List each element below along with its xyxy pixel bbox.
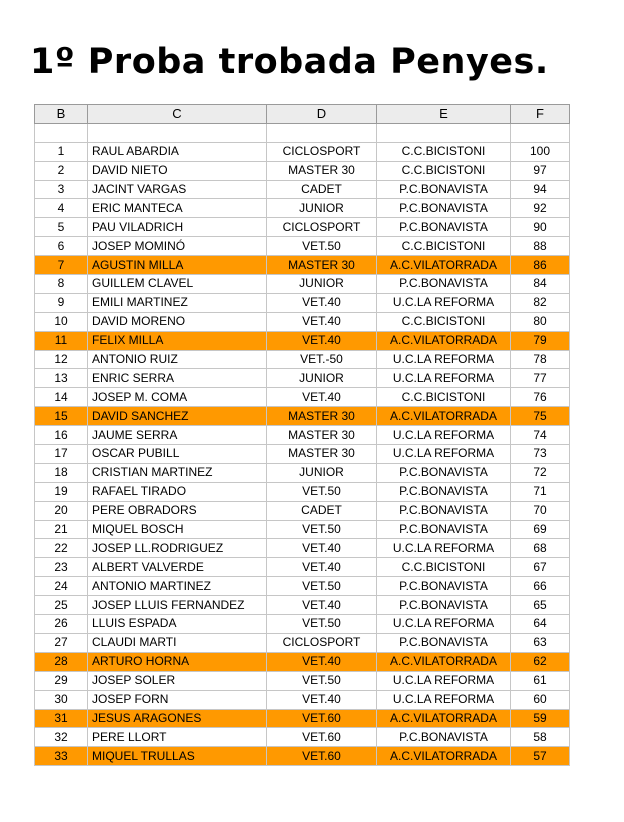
name-cell[interactable]: MIQUEL TRULLAS (88, 747, 267, 766)
cell[interactable] (88, 123, 267, 142)
points-cell[interactable]: 65 (511, 596, 570, 615)
points-cell[interactable]: 88 (511, 237, 570, 256)
table-row (35, 671, 570, 690)
club-cell[interactable]: A.C.VILATORRADA (377, 709, 511, 728)
name-cell[interactable]: JOSEP MOMINÓ (88, 237, 267, 256)
table-row (35, 369, 570, 388)
name-cell[interactable]: JESUS ARAGONES (88, 709, 267, 728)
table-row (35, 161, 570, 180)
club-cell[interactable]: P.C.BONAVISTA (377, 520, 511, 539)
points-cell[interactable]: 74 (511, 426, 570, 445)
club-cell[interactable]: P.C.BONAVISTA (377, 596, 511, 615)
table-row (35, 237, 570, 256)
table-row (35, 293, 570, 312)
category-cell[interactable]: JUNIOR (267, 199, 377, 218)
points-cell[interactable]: 92 (511, 199, 570, 218)
name-cell[interactable]: FELIX MILLA (88, 331, 267, 350)
table-row (35, 577, 570, 596)
position-cell[interactable]: 31 (35, 709, 88, 728)
position-cell[interactable]: 26 (35, 615, 88, 634)
club-cell[interactable]: P.C.BONAVISTA (377, 275, 511, 294)
position-cell[interactable]: 9 (35, 293, 88, 312)
category-cell[interactable]: VET.50 (267, 520, 377, 539)
table-row (35, 633, 570, 652)
club-cell[interactable]: C.C.BICISTONI (377, 558, 511, 577)
category-cell[interactable]: VET.50 (267, 482, 377, 501)
points-cell[interactable]: 57 (511, 747, 570, 766)
points-cell[interactable]: 66 (511, 577, 570, 596)
name-cell[interactable]: ALBERT VALVERDE (88, 558, 267, 577)
points-cell[interactable]: 68 (511, 539, 570, 558)
column-header-d[interactable]: D (267, 105, 377, 124)
category-cell[interactable]: VET.40 (267, 596, 377, 615)
table-row (35, 142, 570, 161)
empty-row (35, 123, 570, 142)
page-title: 1º Proba trobada Penyes. (30, 42, 549, 82)
table-row (35, 331, 570, 350)
table-row (35, 256, 570, 275)
name-cell[interactable]: PERE OBRADORS (88, 501, 267, 520)
club-cell[interactable]: P.C.BONAVISTA (377, 199, 511, 218)
points-cell[interactable]: 71 (511, 482, 570, 501)
name-cell[interactable]: OSCAR PUBILL (88, 445, 267, 464)
points-cell[interactable]: 60 (511, 690, 570, 709)
name-cell[interactable]: AGUSTIN MILLA (88, 256, 267, 275)
name-cell[interactable]: JOSEP LL.RODRIGUEZ (88, 539, 267, 558)
category-cell[interactable]: VET.40 (267, 690, 377, 709)
points-cell[interactable]: 77 (511, 369, 570, 388)
club-cell[interactable]: U.C.LA REFORMA (377, 426, 511, 445)
club-cell[interactable]: P.C.BONAVISTA (377, 482, 511, 501)
name-cell[interactable]: ARTURO HORNA (88, 652, 267, 671)
club-cell[interactable]: U.C.LA REFORMA (377, 350, 511, 369)
position-cell[interactable]: 17 (35, 445, 88, 464)
points-cell[interactable]: 78 (511, 350, 570, 369)
name-cell[interactable]: JOSEP M. COMA (88, 388, 267, 407)
position-cell[interactable]: 23 (35, 558, 88, 577)
points-cell[interactable]: 79 (511, 331, 570, 350)
name-cell[interactable]: ENRIC SERRA (88, 369, 267, 388)
position-cell[interactable]: 1 (35, 142, 88, 161)
category-cell[interactable]: VET.60 (267, 728, 377, 747)
category-cell[interactable]: VET.50 (267, 577, 377, 596)
category-cell[interactable]: MASTER 30 (267, 161, 377, 180)
table-row (35, 275, 570, 294)
table-row (35, 445, 570, 464)
table-row (35, 407, 570, 426)
name-cell[interactable]: CRISTIAN MARTINEZ (88, 463, 267, 482)
points-cell[interactable]: 64 (511, 615, 570, 634)
points-cell[interactable]: 69 (511, 520, 570, 539)
name-cell[interactable]: JACINT VARGAS (88, 180, 267, 199)
points-cell[interactable]: 86 (511, 256, 570, 275)
category-cell[interactable]: JUNIOR (267, 275, 377, 294)
category-cell[interactable]: MASTER 30 (267, 256, 377, 275)
club-cell[interactable]: U.C.LA REFORMA (377, 671, 511, 690)
club-cell[interactable]: A.C.VILATORRADA (377, 652, 511, 671)
club-cell[interactable]: U.C.LA REFORMA (377, 369, 511, 388)
position-cell[interactable]: 19 (35, 482, 88, 501)
category-cell[interactable]: JUNIOR (267, 463, 377, 482)
points-cell[interactable]: 67 (511, 558, 570, 577)
position-cell[interactable]: 8 (35, 275, 88, 294)
category-cell[interactable]: CADET (267, 180, 377, 199)
name-cell[interactable]: JOSEP SOLER (88, 671, 267, 690)
position-cell[interactable]: 30 (35, 690, 88, 709)
category-cell[interactable]: VET.50 (267, 615, 377, 634)
category-cell[interactable]: VET.40 (267, 312, 377, 331)
column-header-f[interactable]: F (511, 105, 570, 124)
name-cell[interactable]: JOSEP LLUIS FERNANDEZ (88, 596, 267, 615)
club-cell[interactable]: A.C.VILATORRADA (377, 747, 511, 766)
table-row (35, 747, 570, 766)
column-header-row (35, 105, 570, 124)
cell[interactable] (267, 123, 377, 142)
table-row (35, 652, 570, 671)
category-cell[interactable]: JUNIOR (267, 369, 377, 388)
name-cell[interactable]: DAVID SANCHEZ (88, 407, 267, 426)
column-header-b[interactable]: B (35, 105, 88, 124)
category-cell[interactable]: MASTER 30 (267, 407, 377, 426)
table-row (35, 199, 570, 218)
table-row (35, 520, 570, 539)
table-row (35, 463, 570, 482)
category-cell[interactable]: CADET (267, 501, 377, 520)
category-cell[interactable]: VET.40 (267, 539, 377, 558)
position-cell[interactable]: 16 (35, 426, 88, 445)
category-cell[interactable]: CICLOSPORT (267, 633, 377, 652)
category-cell[interactable]: CICLOSPORT (267, 142, 377, 161)
category-cell[interactable]: MASTER 30 (267, 426, 377, 445)
position-cell[interactable]: 6 (35, 237, 88, 256)
table-row (35, 558, 570, 577)
cell[interactable] (511, 123, 570, 142)
points-cell[interactable]: 94 (511, 180, 570, 199)
position-cell[interactable]: 10 (35, 312, 88, 331)
position-cell[interactable]: 18 (35, 463, 88, 482)
position-cell[interactable]: 7 (35, 256, 88, 275)
position-cell[interactable]: 5 (35, 218, 88, 237)
position-cell[interactable]: 27 (35, 633, 88, 652)
points-cell[interactable]: 76 (511, 388, 570, 407)
club-cell[interactable]: P.C.BONAVISTA (377, 728, 511, 747)
club-cell[interactable]: U.C.LA REFORMA (377, 445, 511, 464)
points-cell[interactable]: 61 (511, 671, 570, 690)
points-cell[interactable]: 73 (511, 445, 570, 464)
position-cell[interactable]: 14 (35, 388, 88, 407)
position-cell[interactable]: 4 (35, 199, 88, 218)
cell[interactable] (35, 123, 88, 142)
category-cell[interactable]: CICLOSPORT (267, 218, 377, 237)
category-cell[interactable]: VET.60 (267, 709, 377, 728)
table-row (35, 350, 570, 369)
results-table (34, 104, 570, 766)
name-cell[interactable]: LLUIS ESPADA (88, 615, 267, 634)
club-cell[interactable]: U.C.LA REFORMA (377, 539, 511, 558)
club-cell[interactable]: P.C.BONAVISTA (377, 633, 511, 652)
points-cell[interactable]: 58 (511, 728, 570, 747)
name-cell[interactable]: DAVID NIETO (88, 161, 267, 180)
points-cell[interactable]: 62 (511, 652, 570, 671)
category-cell[interactable]: VET.50 (267, 237, 377, 256)
club-cell[interactable]: P.C.BONAVISTA (377, 501, 511, 520)
table-row (35, 312, 570, 331)
table-row (35, 180, 570, 199)
table-row (35, 539, 570, 558)
category-cell[interactable]: VET.40 (267, 388, 377, 407)
table-row (35, 482, 570, 501)
points-cell[interactable]: 75 (511, 407, 570, 426)
name-cell[interactable]: RAUL ABARDIA (88, 142, 267, 161)
points-cell[interactable]: 90 (511, 218, 570, 237)
position-cell[interactable]: 2 (35, 161, 88, 180)
category-cell[interactable]: VET.40 (267, 558, 377, 577)
name-cell[interactable]: GUILLEM CLAVEL (88, 275, 267, 294)
club-cell[interactable]: U.C.LA REFORMA (377, 690, 511, 709)
category-cell[interactable]: VET.-50 (267, 350, 377, 369)
points-cell[interactable]: 70 (511, 501, 570, 520)
points-cell[interactable]: 100 (511, 142, 570, 161)
name-cell[interactable]: JAUME SERRA (88, 426, 267, 445)
name-cell[interactable]: DAVID MORENO (88, 312, 267, 331)
position-cell[interactable]: 3 (35, 180, 88, 199)
name-cell[interactable]: ERIC MANTECA (88, 199, 267, 218)
position-cell[interactable]: 11 (35, 331, 88, 350)
table-row (35, 709, 570, 728)
points-cell[interactable]: 72 (511, 463, 570, 482)
name-cell[interactable]: JOSEP FORN (88, 690, 267, 709)
club-cell[interactable]: C.C.BICISTONI (377, 142, 511, 161)
name-cell[interactable]: PAU VILADRICH (88, 218, 267, 237)
points-cell[interactable]: 80 (511, 312, 570, 331)
category-cell[interactable]: VET.50 (267, 671, 377, 690)
category-cell[interactable]: VET.40 (267, 331, 377, 350)
position-cell[interactable]: 15 (35, 407, 88, 426)
table-row (35, 690, 570, 709)
club-cell[interactable]: U.C.LA REFORMA (377, 293, 511, 312)
category-cell[interactable]: VET.60 (267, 747, 377, 766)
position-cell[interactable]: 13 (35, 369, 88, 388)
name-cell[interactable]: EMILI MARTINEZ (88, 293, 267, 312)
position-cell[interactable]: 12 (35, 350, 88, 369)
club-cell[interactable]: A.C.VILATORRADA (377, 407, 511, 426)
name-cell[interactable]: MIQUEL BOSCH (88, 520, 267, 539)
club-cell[interactable]: P.C.BONAVISTA (377, 180, 511, 199)
table-row (35, 728, 570, 747)
points-cell[interactable]: 82 (511, 293, 570, 312)
club-cell[interactable]: C.C.BICISTONI (377, 312, 511, 331)
position-cell[interactable]: 29 (35, 671, 88, 690)
position-cell[interactable]: 33 (35, 747, 88, 766)
club-cell[interactable]: C.C.BICISTONI (377, 237, 511, 256)
club-cell[interactable]: P.C.BONAVISTA (377, 463, 511, 482)
category-cell[interactable]: MASTER 30 (267, 445, 377, 464)
table-row (35, 426, 570, 445)
club-cell[interactable]: P.C.BONAVISTA (377, 577, 511, 596)
club-cell[interactable]: A.C.VILATORRADA (377, 256, 511, 275)
position-cell[interactable]: 28 (35, 652, 88, 671)
position-cell[interactable]: 20 (35, 501, 88, 520)
position-cell[interactable]: 22 (35, 539, 88, 558)
club-cell[interactable]: C.C.BICISTONI (377, 161, 511, 180)
name-cell[interactable]: CLAUDI MARTI (88, 633, 267, 652)
cell[interactable] (377, 123, 511, 142)
club-cell[interactable]: A.C.VILATORRADA (377, 331, 511, 350)
table-row (35, 218, 570, 237)
category-cell[interactable]: VET.40 (267, 652, 377, 671)
name-cell[interactable]: PERE LLORT (88, 728, 267, 747)
name-cell[interactable]: ANTONIO MARTINEZ (88, 577, 267, 596)
points-cell[interactable]: 63 (511, 633, 570, 652)
position-cell[interactable]: 25 (35, 596, 88, 615)
name-cell[interactable]: ANTONIO RUIZ (88, 350, 267, 369)
position-cell[interactable]: 21 (35, 520, 88, 539)
points-cell[interactable]: 84 (511, 275, 570, 294)
column-header-c[interactable]: C (88, 105, 267, 124)
table-row (35, 388, 570, 407)
club-cell[interactable]: C.C.BICISTONI (377, 388, 511, 407)
position-cell[interactable]: 24 (35, 577, 88, 596)
category-cell[interactable]: VET.40 (267, 293, 377, 312)
name-cell[interactable]: RAFAEL TIRADO (88, 482, 267, 501)
column-header-e[interactable]: E (377, 105, 511, 124)
position-cell[interactable]: 32 (35, 728, 88, 747)
club-cell[interactable]: U.C.LA REFORMA (377, 615, 511, 634)
table-row (35, 615, 570, 634)
table-row (35, 596, 570, 615)
club-cell[interactable]: P.C.BONAVISTA (377, 218, 511, 237)
table-row (35, 501, 570, 520)
points-cell[interactable]: 97 (511, 161, 570, 180)
points-cell[interactable]: 59 (511, 709, 570, 728)
